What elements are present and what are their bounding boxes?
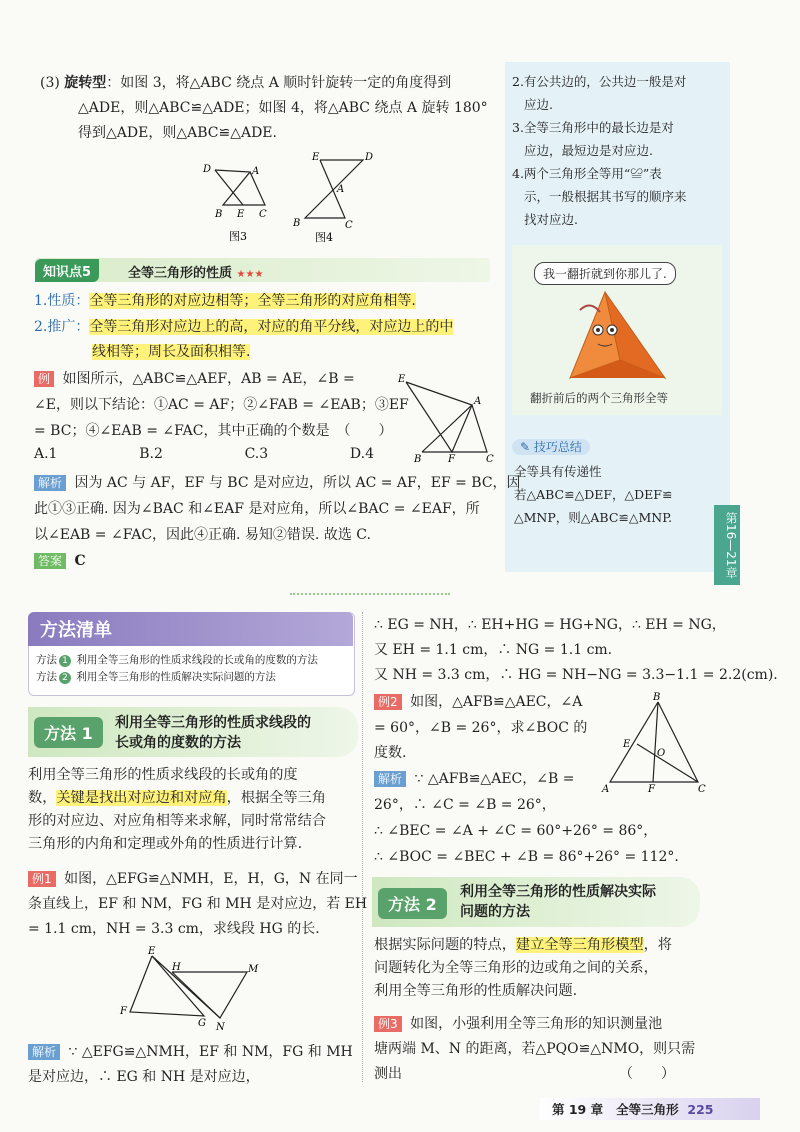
kp5-p2-text-b: 线相等；周长及面积相等. [92, 344, 251, 360]
ex-fig-label-f: F [448, 454, 455, 465]
rotation-line-1 [40, 72, 451, 95]
kp5-p1-text: 全等三角形的对应边相等；全等三角形的对应角相等. [89, 293, 416, 309]
method1-title-1: 利用全等三角形的性质求线段的 [115, 715, 311, 731]
method2-body-line: 问题转化为全等三角形的边或角之间的关系， [374, 960, 658, 976]
tips-body [514, 460, 672, 529]
analysis-tag: 解析 [34, 475, 66, 491]
ex3-line-2: 塘两端 M、N 的距离，若△PQO≌△NMO，则只需 [374, 1041, 696, 1057]
cartoon-caption: 翻折前后的两个三角形全等 [530, 391, 668, 405]
example-figure [392, 370, 502, 465]
example-analysis-1 [34, 472, 521, 495]
example-analysis-2: 此①③正确. 因为∠BAC 和∠EAF 是对应角，所以∠BAC = ∠EAF，所 [34, 501, 480, 517]
ex2-analysis-2: 26°，∴ ∠C = ∠B = 26°， [374, 797, 556, 813]
ex1-fig-label-f: F [120, 1006, 127, 1017]
kp5-label: 知识点5 [35, 259, 99, 282]
kp5-title-text: 全等三角形的性质 [128, 266, 233, 281]
option-b[interactable]: B.2 [139, 446, 163, 462]
ex2-fig-label-a: A [602, 784, 610, 795]
kp5-p1-num: 1.性质： [34, 293, 90, 309]
chapter-tab[interactable]: 第16—21章 [714, 505, 740, 585]
ex1-fig-label-h: H [172, 962, 181, 973]
kp5-p1 [34, 290, 416, 313]
ex3-line-1 [374, 1013, 662, 1036]
method1-key-highlight: 关键是找出对应边和对应角 [56, 790, 227, 806]
fig4-label-a: A [337, 184, 345, 195]
ex2-fig-label-e: E [623, 739, 631, 750]
ex1-line-3: = 1.1 cm，NH = 3.3 cm，求线段 HG 的长. [28, 921, 320, 937]
method-prefix: 方法 [36, 654, 57, 666]
footer-chapter: 第 19 章 [552, 1102, 604, 1117]
method1-body [28, 764, 326, 856]
kp5-p2-text-a: 全等三角形对应边上的高，对应的角平分线，对应边上的中 [89, 319, 454, 335]
ex2-tag: 例2 [374, 694, 402, 710]
fig4-label-b: B [293, 218, 301, 229]
ex3-text-1: 如图，小强利用全等三角形的知识测量池 [410, 1016, 663, 1032]
method1-title [115, 713, 311, 753]
example-tag: 例 [34, 371, 54, 387]
method2-label: 方法 2 [378, 888, 447, 919]
kp5-title [128, 262, 263, 281]
method2-key-highlight: 建立全等三角形模型 [515, 937, 644, 953]
ex2-fig-label-f: F [648, 784, 655, 795]
fig4-caption: 图4 [315, 231, 333, 244]
fig3-label-a: A [252, 166, 260, 177]
ex1-text-1: 如图，△EFG≌△NMH，E，H，G，N 在同一 [64, 871, 358, 887]
option-a[interactable]: A.1 [34, 446, 58, 462]
right-line-3: 又 NH = 3.3 cm，∴ HG = NH−NG = 3.3−1.1 = 2.2(cm). [374, 667, 778, 683]
option-d[interactable]: D.4 [349, 446, 374, 462]
method-list-items [36, 652, 318, 686]
column-divider [362, 612, 363, 1082]
footer [552, 1100, 714, 1118]
example-text-1: 如图所示，△ABC≌△AEF，AB = AE，∠B = [62, 371, 355, 387]
ex2-line-2: = 60°，∠B = 26°，求∠BOC 的 [374, 720, 588, 736]
fig3-label-b: B [215, 209, 223, 220]
method1-label: 方法 1 [34, 717, 103, 748]
ex2-fig-label-b: B [653, 692, 661, 703]
method1-title-2: 长或角的度数的方法 [115, 735, 241, 751]
fig3-label-c: C [259, 209, 267, 220]
ex1-line-2: 条直线上，EF 和 NM，FG 和 MH 是对应边，若 EH [28, 896, 368, 912]
cartoon-bubble: 我一翻折就到你那儿了. [534, 262, 676, 285]
method2-title [460, 882, 656, 922]
method-text: 利用全等三角形的性质解决实际问题的方法 [76, 671, 276, 683]
ex2-line-1 [374, 691, 582, 714]
method1-body-line: 形的对应边、对应角相等来求解，同时常常结合 [28, 813, 326, 829]
method1-body-line: 利用全等三角形的性质求线段的长或角的度 [28, 767, 298, 783]
ex1-analysis-2: 是对应边，∴ EG 和 NH 是对应边， [28, 1069, 260, 1085]
side-note-line: 找对应边. [524, 212, 578, 227]
rotation-prefix: (3) [40, 75, 60, 91]
method2-body-line [374, 934, 672, 957]
rotation-term: 旋转型 [64, 75, 107, 91]
ex2-line-3: 度数. [374, 745, 407, 761]
rotation-line-2: △ADE，则△ABC≌△ADE；如图 4，将△ABC 绕点 A 旋转 180° [78, 100, 488, 116]
ex-fig-label-b: B [414, 454, 422, 465]
figure-3 [195, 150, 285, 245]
footer-title: 全等三角形 [616, 1102, 679, 1117]
example-line-3: = BC；④∠EAB = ∠FAC，其中正确的个数是 （ ） [34, 423, 393, 439]
ex1-line-1 [28, 868, 358, 891]
rotation-line-3: 得到△ADE，则△ABC≌△ADE. [78, 125, 277, 141]
method-num: 2 [59, 672, 71, 684]
side-notes [512, 70, 687, 231]
kp5-p2-num: 2.推广： [34, 319, 90, 335]
method-prefix: 方法 [36, 671, 57, 683]
answer-tag: 答案 [34, 553, 66, 569]
right-line-2: 又 EH = 1.1 cm，∴ NG = 1.1 cm. [374, 642, 613, 658]
method2-body [374, 934, 672, 1003]
ex-fig-label-e: E [398, 374, 406, 385]
tips-title [512, 438, 590, 455]
ex2-analysis-text-1: ∵ △AFB≌△AEC，∠B = [414, 771, 575, 787]
answer-value: C [74, 553, 86, 569]
fig3-caption: 图3 [229, 230, 247, 243]
fig4-label-e: E [312, 152, 320, 163]
ex2-figure [598, 692, 708, 800]
section-divider [290, 593, 450, 595]
side-note-line: 3.全等三角形中的最长边是对 [512, 120, 674, 135]
ex1-fig-label-n: N [216, 1022, 225, 1033]
analysis-text-1: 因为 AC 与 AF，EF 与 BC 是对应边，所以 AC = AF，EF = BC，因 [74, 475, 521, 491]
method2-body-seg: ，将 [643, 937, 672, 953]
method-num: 1 [59, 655, 71, 667]
ex1-tag: 例1 [28, 871, 56, 887]
method1-body-line [28, 787, 326, 810]
example-options [34, 446, 374, 462]
ex1-fig-label-m: M [248, 964, 259, 975]
analysis-tag: 解析 [28, 1044, 60, 1060]
method-list-title: 方法清单 [28, 612, 353, 646]
method-text: 利用全等三角形的性质求线段的长或角的度数的方法 [76, 654, 318, 666]
ex-fig-label-a: A [474, 396, 482, 407]
star-icon: ★★★ [236, 269, 264, 280]
tips-line: 全等具有传递性 [514, 464, 602, 479]
side-note-line: 2.有公共边的，公共边一般是对 [512, 74, 687, 89]
example-line-2: ∠E，则以下结论：①AC = AF；②∠FAB = ∠EAB；③EF [34, 397, 409, 413]
kp5-p2-cont [92, 341, 250, 364]
kp5-p2 [34, 316, 453, 339]
rotation-text-1: ：如图 3，将△ABC 绕点 A 顺时针旋转一定的角度得到 [106, 75, 452, 91]
tips-title-badge [512, 439, 590, 455]
ex3-tag: 例3 [374, 1016, 402, 1032]
ex2-fig-label-c: C [698, 784, 706, 795]
method2-title-1: 利用全等三角形的性质解决实际 [460, 884, 656, 900]
ex2-text-1: 如图，△AFB≌△AEC，∠A [410, 694, 583, 710]
fig3-label-d: D [203, 164, 212, 175]
option-c[interactable]: C.3 [244, 446, 269, 462]
method1-body-line: 三角形的内角和定理或外角的性质进行计算. [28, 836, 303, 852]
method2-body-seg: 根据实际问题的特点， [374, 937, 516, 953]
ex3-line-3: 测出 （ ） [374, 1066, 675, 1082]
ex2-analysis-4: ∴ ∠BOC = ∠BEC + ∠B = 86°+26° = 112°. [374, 849, 679, 865]
lightbulb-icon: ✎ [520, 440, 531, 454]
ex-fig-label-c: C [486, 454, 494, 465]
method1-body-seg: ，根据全等三角 [226, 790, 326, 806]
ex1-fig-label-g: G [198, 1018, 206, 1029]
method2-title-2: 问题的方法 [460, 904, 530, 920]
side-note-line: 示，一般根据其书写的顺序来 [524, 189, 687, 204]
method-list-item-1[interactable] [36, 652, 318, 669]
example-answer [34, 550, 86, 573]
ex1-fig-label-e: E [148, 946, 156, 957]
method2-body-line: 利用全等三角形的性质解决问题. [374, 983, 578, 999]
ex2-fig-label-o: O [657, 748, 666, 759]
method1-body-seg: 数， [28, 790, 57, 806]
right-line-1: ∴ EG = NH，∴ EH+HG = HG+NG，∴ EH = NG， [374, 617, 726, 633]
method-list-item-2[interactable] [36, 669, 318, 686]
fig4-label-c: C [345, 220, 353, 231]
fig3-label-e: E [237, 209, 245, 220]
figure-4 [285, 148, 375, 245]
ex1-figure [112, 944, 267, 1034]
example-analysis-3: 以∠EAB = ∠FAC，因此④正确. 易知②错误. 故选 C. [34, 527, 371, 543]
side-note-line: 应边. [524, 97, 553, 112]
pyramid-mascot-icon [560, 290, 680, 385]
analysis-tag: 解析 [374, 771, 406, 787]
tips-line: 若△ABC≌△DEF，△DEF≌ [514, 487, 673, 502]
tips-line: △MNP，则△ABC≌△MNP. [514, 510, 673, 525]
side-note-line: 4.两个三角形全等用“≌”表 [512, 166, 662, 181]
ex2-analysis-1 [374, 768, 574, 791]
page-number: 225 [687, 1102, 714, 1117]
ex2-analysis-3: ∴ ∠BEC = ∠A + ∠C = 60°+26° = 86°， [374, 823, 658, 839]
ex1-analysis-text-1: ∵ △EFG≌△NMH，EF 和 NM，FG 和 MH [68, 1044, 353, 1060]
side-note-line: 应边，最短边是对应边. [524, 143, 653, 158]
ex1-analysis-1 [28, 1041, 353, 1064]
tips-title-text: 技巧总结 [533, 440, 582, 454]
fig4-label-d: D [365, 152, 374, 163]
example-line-1 [34, 368, 355, 391]
